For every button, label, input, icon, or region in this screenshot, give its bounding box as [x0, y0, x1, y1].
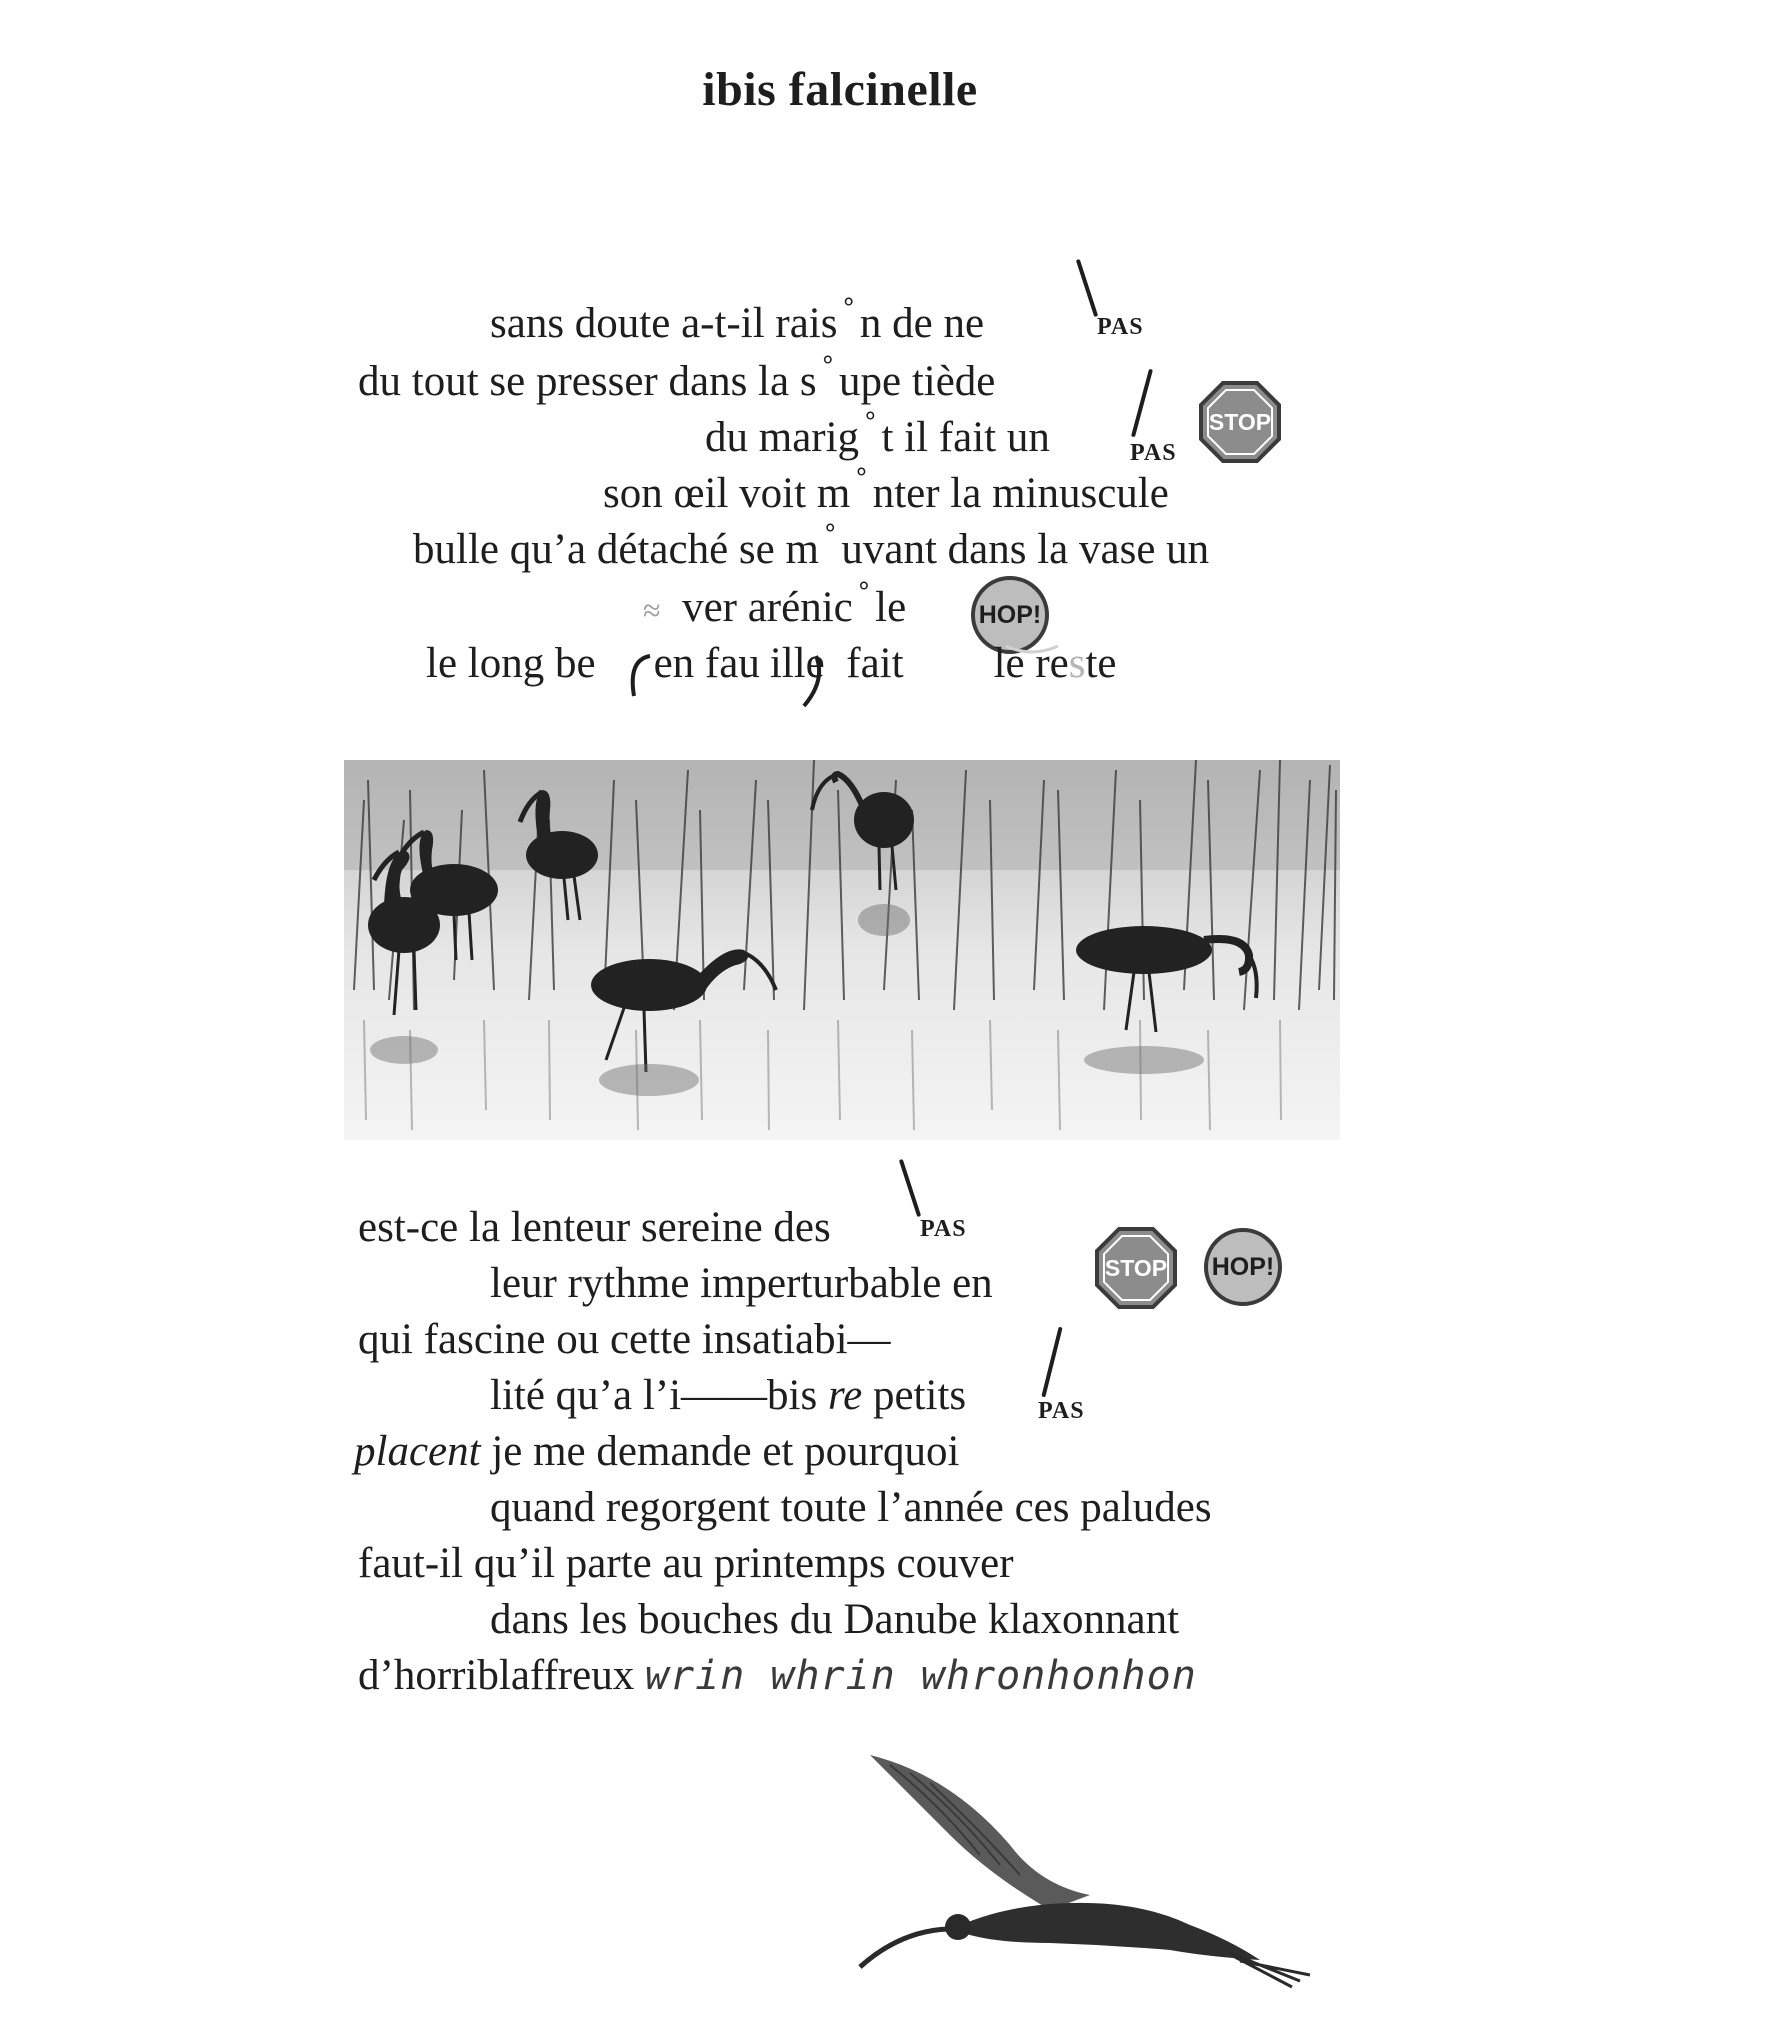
poem-line: leur rythme imperturbable en	[490, 1260, 993, 1307]
poem-line	[358, 1654, 1197, 1697]
faded-letter: s	[1068, 640, 1086, 687]
text-fragment: je me demande et pourquoi	[480, 1428, 960, 1475]
text-fragment: upe tiède	[838, 358, 996, 405]
poem-line	[705, 406, 1050, 461]
ring-mark: °	[824, 518, 836, 547]
ring-mark: °	[843, 292, 854, 321]
text-fragment: ver arénic	[682, 584, 853, 631]
text-fragment: petits	[862, 1372, 967, 1419]
stop-label: STOP	[1104, 1255, 1168, 1281]
italic-fragment: re	[827, 1372, 863, 1419]
text-fragment: en fau	[653, 640, 760, 687]
text-fragment: son œil voit m	[603, 470, 851, 517]
poem-line: est-ce la lenteur sereine des	[358, 1204, 831, 1251]
step-tick	[899, 1159, 921, 1217]
ring-mark: °	[856, 462, 867, 491]
step-tick	[1131, 369, 1153, 438]
poem-line: qui fascine ou cette insatiabi—	[358, 1316, 891, 1363]
text-fragment: le	[875, 584, 907, 631]
text-fragment: te	[1085, 640, 1117, 687]
text-fragment: le re	[993, 640, 1069, 687]
hop-badge-icon: HOP!	[971, 576, 1049, 654]
dive-arc-icon	[1002, 640, 1062, 660]
poem-line	[643, 576, 907, 631]
poem-line: quand regorgent toute l’année ces paludes	[490, 1484, 1212, 1531]
hop-badge-icon: HOP!	[1204, 1228, 1282, 1306]
stop-sign-icon	[1198, 380, 1282, 464]
text-fragment: ille fait	[769, 640, 904, 687]
step-tick	[1076, 259, 1098, 317]
pas-mark: PAS	[920, 1216, 967, 1242]
poem-line	[413, 518, 1210, 573]
stop-label: STOP	[1208, 409, 1272, 435]
ring-mark: °	[858, 576, 870, 605]
pas-mark: PAS	[1038, 1398, 1085, 1424]
pas-mark: PAS	[1130, 440, 1177, 466]
poem-line	[358, 350, 996, 405]
text-fragment: t il fait un	[881, 414, 1050, 461]
text-fragment: bulle qu’a détaché se m	[413, 526, 819, 573]
poem-title: ibis falcinelle	[702, 63, 978, 116]
ring-mark: °	[865, 406, 876, 435]
poem-line	[603, 462, 1169, 517]
text-fragment: le long be	[426, 640, 596, 687]
text-fragment: uvant dans la vase un	[841, 526, 1210, 573]
text-fragment: nter la minuscule	[872, 470, 1169, 517]
poem-line	[490, 292, 985, 347]
sickle-curve-icon	[796, 650, 826, 710]
text-fragment: d’horriblaffreux	[358, 1652, 645, 1699]
wading-ibises-photo	[344, 760, 1340, 1140]
beak-curve-icon	[620, 648, 660, 708]
text-fragment: lité qu’a l’i——bis	[490, 1372, 828, 1419]
step-tick	[1041, 1327, 1062, 1398]
poem-line	[490, 1374, 966, 1417]
pas-mark: PAS	[1097, 314, 1144, 340]
text-fragment: du tout se presser dans la s	[358, 358, 817, 405]
italic-fragment: placent	[354, 1428, 481, 1475]
flying-ibis-photo	[830, 1735, 1330, 1995]
handwritten-cry: wrin whrin whronhonhon	[644, 1653, 1197, 1699]
ring-mark: °	[822, 350, 833, 379]
poem-line: faut-il qu’il parte au printemps couver	[358, 1540, 1014, 1587]
text-fragment: n de ne	[859, 300, 985, 347]
text-fragment: sans doute a-t-il rais	[490, 300, 838, 347]
poem-line: dans les bouches du Danube klaxonnant	[490, 1596, 1180, 1643]
poem-line	[354, 1430, 959, 1473]
text-fragment: du marig	[705, 414, 860, 461]
stop-sign-icon	[1094, 1226, 1178, 1310]
tilde-mark: ≈	[643, 592, 661, 628]
